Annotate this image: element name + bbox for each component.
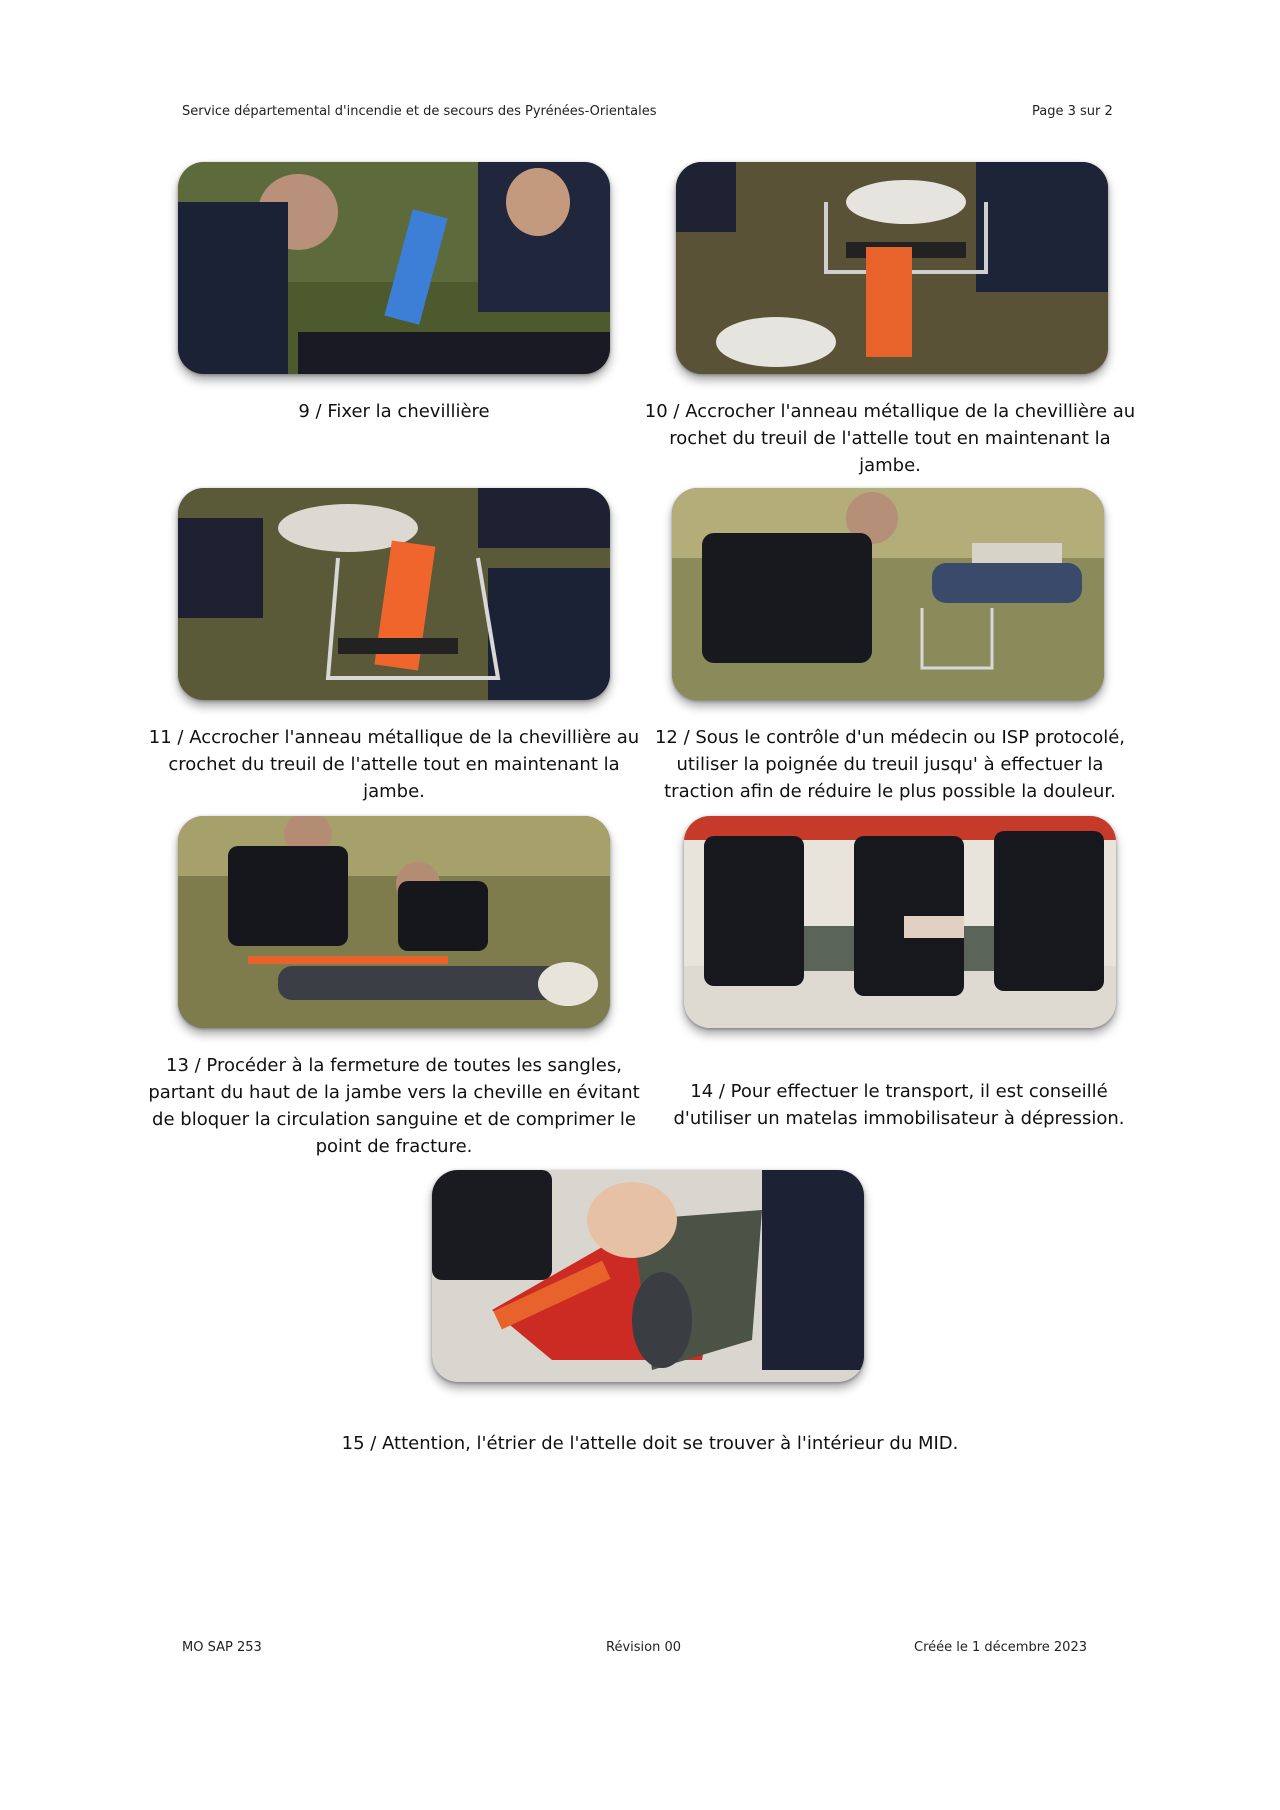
caption-step-14: 14 / Pour effectuer le transport, il est conseillé d'utiliser un matelas immobilisateur à dépression. <box>673 1081 1125 1129</box>
footer-document-id: MO SAP 253 <box>182 1640 262 1655</box>
caption-step-15: 15 / Attention, l'étrier de l'attelle doit se trouver à l'intérieur du MID. <box>341 1433 959 1454</box>
footer-revision: Révision 00 <box>606 1640 682 1655</box>
photo-step-11 <box>178 488 610 700</box>
header-page-number: Page 3 sur 2 <box>1032 104 1113 119</box>
header-organization: Service départemental d'incendie et de secours des Pyrénées-Orientales <box>182 104 657 119</box>
photo-step-9 <box>178 162 610 374</box>
caption-step-10: 10 / Accrocher l'anneau métallique de la chevillière au rochet du treuil de l'attelle tout en maintenant la jambe. <box>644 401 1136 476</box>
footer-created-date: Créée le 1 décembre 2023 <box>914 1640 1087 1655</box>
photo-step-12 <box>672 488 1104 700</box>
photo-step-13 <box>178 816 610 1028</box>
caption-step-13: 13 / Procéder à la fermeture de toutes les sangles, partant du haut de la jambe vers la cheville en évitant de bloquer la circulation sanguine et de comprimer le point de fracture. <box>148 1055 640 1157</box>
photo-step-10 <box>676 162 1108 374</box>
caption-step-9: 9 / Fixer la chevillière <box>298 401 490 422</box>
caption-step-11: 11 / Accrocher l'anneau métallique de la chevillière au crochet du treuil de l'attelle tout en maintenant la jambe. <box>148 727 640 802</box>
photo-step-14 <box>684 816 1116 1028</box>
photo-step-15 <box>432 1170 864 1382</box>
caption-step-12: 12 / Sous le contrôle d'un médecin ou ISP protocolé, utiliser la poignée du treuil jusqu' à effectuer la traction afin de réduire le plus possible la douleur. <box>654 727 1126 802</box>
